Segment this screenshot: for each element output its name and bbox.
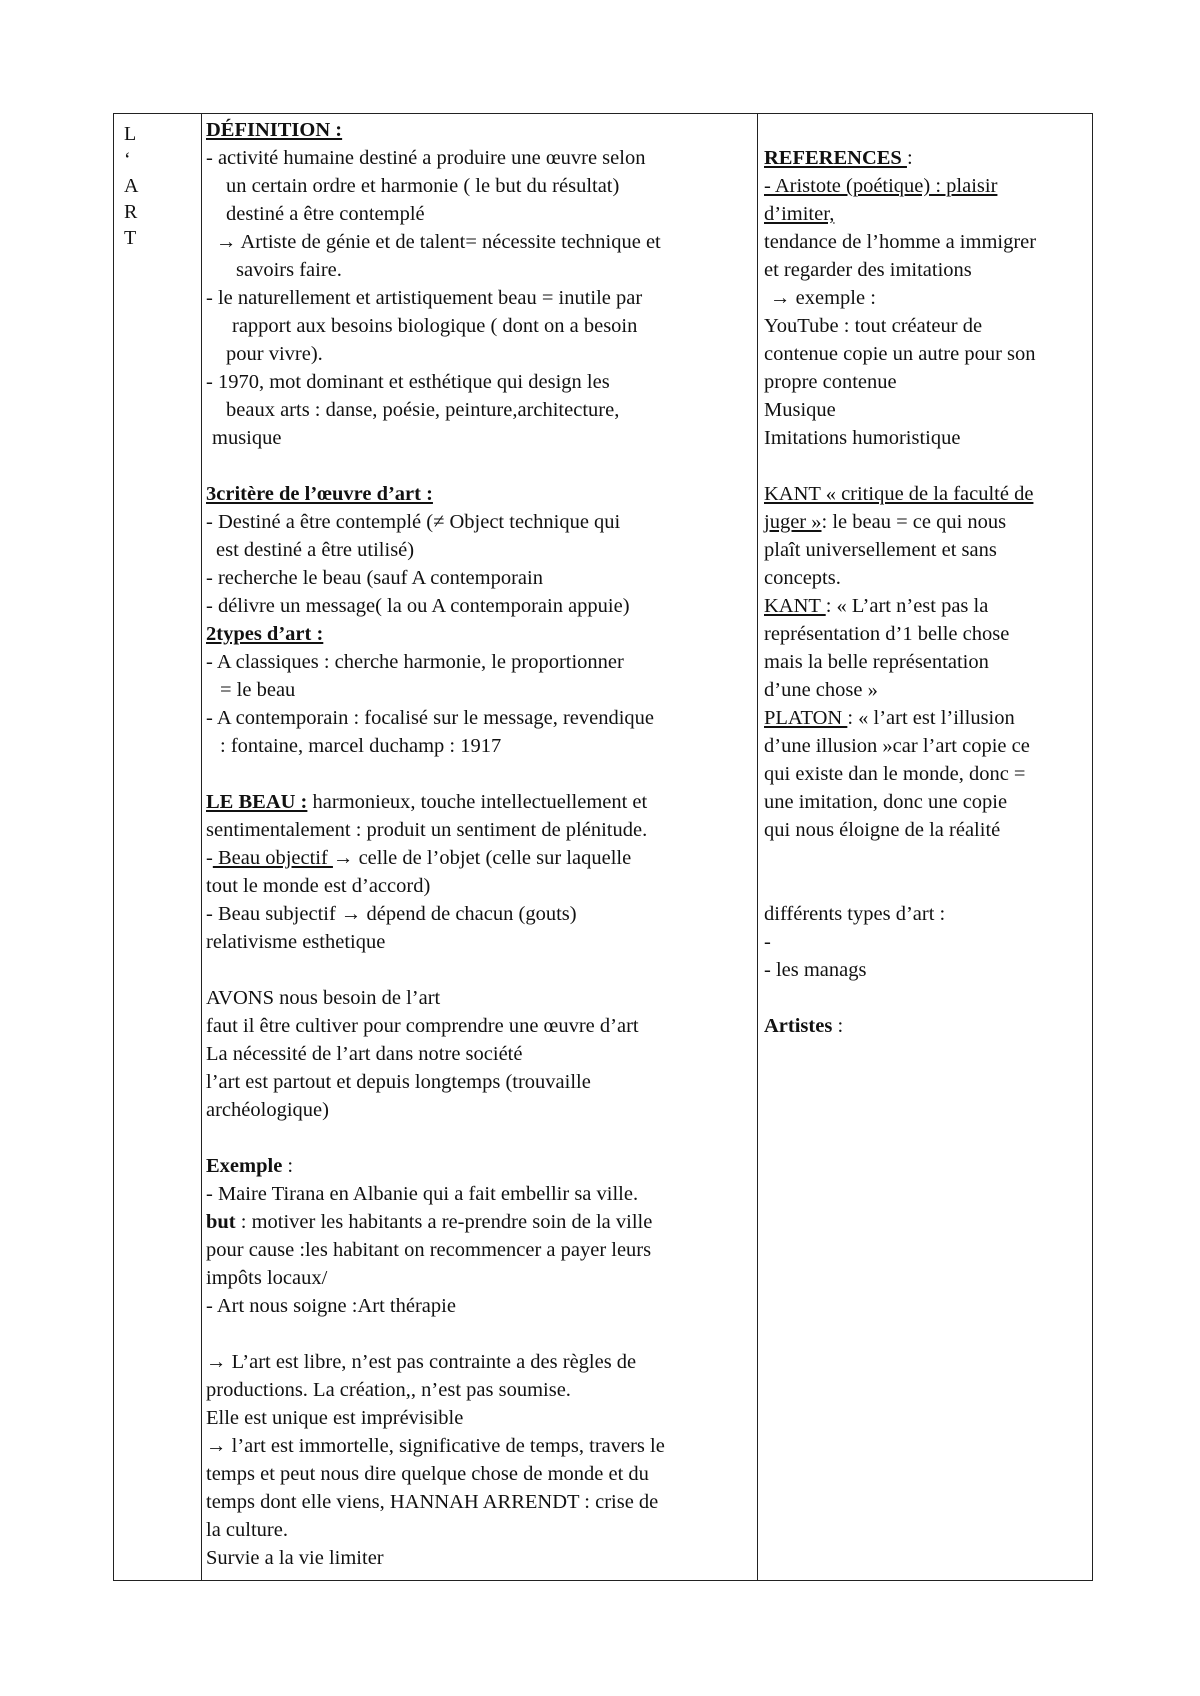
text-run: et regarder des imitations xyxy=(764,259,972,281)
reference-line xyxy=(764,900,945,928)
text-run: sentimentalement : produit un sentiment de plénitude. xyxy=(206,819,648,841)
reference-line xyxy=(764,816,1000,844)
text-run: harmonieux, touche intellectuellement et xyxy=(307,791,648,813)
text-run: d’une chose » xyxy=(764,679,878,701)
text-run: - les manags xyxy=(764,959,867,981)
text-run: pour cause :les habitant on recommencer a payer leurs xyxy=(206,1239,652,1261)
text-run: Elle est unique est imprévisible xyxy=(206,1407,464,1429)
note-line xyxy=(206,1208,652,1236)
text-run: rapport aux besoins biologique ( dont on a besoin xyxy=(232,315,638,337)
note-line xyxy=(206,1152,293,1180)
text-run: → celle de l’objet (celle sur laquelle xyxy=(332,847,632,869)
note-line xyxy=(206,1460,649,1488)
title-letter: L xyxy=(124,123,137,145)
note-line xyxy=(206,620,323,648)
note-line xyxy=(206,116,342,144)
reference-line xyxy=(764,592,988,620)
text-run: contenue copie un autre pour son xyxy=(764,343,1036,365)
note-line xyxy=(206,1096,329,1124)
note-line xyxy=(226,172,619,200)
reference-line xyxy=(764,228,1036,256)
text-run: - xyxy=(206,847,213,869)
text-run: but xyxy=(206,1211,236,1233)
note-line xyxy=(206,844,631,872)
note-line xyxy=(232,312,637,340)
note-line xyxy=(206,508,620,536)
text-run: est destiné a être utilisé) xyxy=(216,539,415,561)
reference-line xyxy=(764,172,997,200)
text-run: KANT xyxy=(764,595,826,617)
text-run: : le beau = ce qui nous xyxy=(821,511,1007,533)
note-line xyxy=(206,1516,288,1544)
text-run: archéologique) xyxy=(206,1099,329,1121)
note-line xyxy=(206,1432,665,1460)
note-line xyxy=(206,1488,658,1516)
text-run: mais la belle représentation xyxy=(764,651,989,673)
text-run: : motiver les habitants a re-prendre soin de la ville xyxy=(235,1211,653,1233)
text-run: la culture. xyxy=(206,1519,288,1541)
note-line xyxy=(206,368,610,396)
text-run: destiné a être contemplé xyxy=(226,203,425,225)
note-line xyxy=(226,396,619,424)
title-column xyxy=(114,114,202,1580)
reference-line xyxy=(764,340,1036,368)
text-run: l’art est partout et depuis longtemps (trouvaille xyxy=(206,1071,591,1093)
text-run: un certain ordre et harmonie ( le but du résultat) xyxy=(226,175,620,197)
text-run: AVONS nous besoin de l’art xyxy=(206,987,441,1009)
references-column xyxy=(758,114,1092,1580)
note-line xyxy=(206,900,577,928)
note-line xyxy=(220,732,501,760)
text-run: - Destiné a être contemplé (≠ Object technique qui xyxy=(206,511,621,533)
text-run: productions. La création,, n’est pas soumise. xyxy=(206,1379,571,1401)
text-run: PLATON xyxy=(764,707,848,729)
text-run: KANT « critique de la faculté de xyxy=(764,483,1034,505)
note-line xyxy=(220,676,295,704)
text-run: - activité humaine destiné a produire une œuvre selon xyxy=(206,147,646,169)
title-letter: A xyxy=(124,175,139,197)
note-line xyxy=(206,1236,651,1264)
text-run: juger » xyxy=(764,511,822,533)
text-run: DÉFINITION : xyxy=(206,119,343,141)
reference-line xyxy=(764,424,960,452)
note-line xyxy=(206,928,385,956)
text-run: d’imiter, xyxy=(764,203,835,225)
text-run: 2types d’art : xyxy=(206,623,324,645)
text-run: Musique xyxy=(764,399,836,421)
text-run: - Aristote (poétique) : plaisir xyxy=(764,175,998,197)
text-run: - 1970, mot dominant et esthétique qui design les xyxy=(206,371,610,393)
text-run: savoirs faire. xyxy=(236,259,342,281)
text-run: Artistes xyxy=(764,1015,833,1037)
reference-line xyxy=(764,760,1026,788)
title-letter: ‘ xyxy=(124,149,131,171)
text-run: - recherche le beau (sauf A contemporain xyxy=(206,567,543,589)
note-line xyxy=(206,984,440,1012)
reference-line xyxy=(764,144,913,172)
reference-line xyxy=(764,396,836,424)
note-line xyxy=(206,564,543,592)
text-run: qui nous éloigne de la réalité xyxy=(764,819,1001,841)
note-line xyxy=(206,1040,522,1068)
title-letter: R xyxy=(124,201,138,223)
note-line xyxy=(206,144,645,172)
text-run: une imitation, donc une copie xyxy=(764,791,1008,813)
text-run: musique xyxy=(212,427,282,449)
text-run: → L’art est libre, n’est pas contrainte a des règles de xyxy=(206,1351,637,1373)
note-line xyxy=(206,816,647,844)
reference-line xyxy=(764,508,1006,536)
text-run: → l’art est immortelle, significative de temps, travers le xyxy=(206,1435,665,1457)
note-line xyxy=(206,1404,463,1432)
note-line xyxy=(206,480,433,508)
reference-line xyxy=(764,312,982,340)
text-run: concepts. xyxy=(764,567,841,589)
text-run: = le beau xyxy=(220,679,296,701)
text-run: : « l’art est l’illusion xyxy=(847,707,1015,729)
note-line xyxy=(206,1180,638,1208)
reference-line xyxy=(764,200,834,228)
text-run: temps dont elle viens, HANNAH ARRENDT : crise de xyxy=(206,1491,659,1513)
reference-line xyxy=(764,928,771,956)
note-line xyxy=(206,1068,591,1096)
text-run: : fontaine, marcel duchamp : 1917 xyxy=(220,735,502,757)
reference-line xyxy=(764,256,972,284)
text-run: Survie a la vie limiter xyxy=(206,1547,384,1569)
document-table xyxy=(113,113,1093,1581)
note-line xyxy=(206,592,630,620)
note-line xyxy=(206,1376,571,1404)
text-run: 3critère de l’œuvre d’art : xyxy=(206,483,433,505)
reference-line xyxy=(764,536,997,564)
text-run: relativisme esthetique xyxy=(206,931,386,953)
reference-line xyxy=(764,956,866,984)
reference-line xyxy=(764,1012,843,1040)
text-run: - A classiques : cherche harmonie, le proportionner xyxy=(206,651,624,673)
main-notes-column xyxy=(202,114,758,1580)
reference-line xyxy=(764,648,989,676)
reference-line xyxy=(764,732,1030,760)
text-run: La nécessité de l’art dans notre société xyxy=(206,1043,523,1065)
note-line xyxy=(236,256,342,284)
note-line xyxy=(226,200,425,228)
reference-line xyxy=(764,704,1015,732)
note-line xyxy=(226,340,323,368)
text-run: tout le monde est d’accord) xyxy=(206,875,431,897)
text-run: - Maire Tirana en Albanie qui a fait embellir sa ville. xyxy=(206,1183,639,1205)
text-run: faut il être cultiver pour comprendre une œuvre d’art xyxy=(206,1015,639,1037)
note-line xyxy=(216,228,661,256)
reference-line xyxy=(764,788,1007,816)
note-line xyxy=(206,1544,384,1572)
note-line xyxy=(212,424,281,452)
text-run: beaux arts : danse, poésie, peinture,architecture, xyxy=(226,399,620,421)
text-run: YouTube : tout créateur de xyxy=(764,315,983,337)
note-line xyxy=(206,284,642,312)
reference-line xyxy=(770,284,876,312)
text-run: - délivre un message( la ou A contemporain appuie) xyxy=(206,595,630,617)
note-line xyxy=(206,1012,639,1040)
text-run: : xyxy=(906,147,913,169)
text-run: différents types d’art : xyxy=(764,903,946,925)
text-run: propre contenue xyxy=(764,371,897,393)
reference-line xyxy=(764,564,841,592)
text-run: : « L’art n’est pas la xyxy=(825,595,989,617)
text-run: - Beau subjectif → dépend de chacun (gouts) xyxy=(206,903,577,925)
text-run: Beau objectif xyxy=(212,847,333,869)
reference-line xyxy=(764,368,897,396)
text-run: - le naturellement et artistiquement beau = inutile par xyxy=(206,287,643,309)
reference-line xyxy=(764,676,878,704)
text-run: : xyxy=(832,1015,844,1037)
note-line xyxy=(206,1264,327,1292)
text-run: - xyxy=(764,931,771,953)
note-line xyxy=(206,788,647,816)
note-line xyxy=(206,704,654,732)
note-line xyxy=(206,648,624,676)
text-run: pour vivre). xyxy=(226,343,323,365)
text-run: temps et peut nous dire quelque chose de monde et du xyxy=(206,1463,649,1485)
text-run: : xyxy=(282,1155,294,1177)
text-run: impôts locaux/ xyxy=(206,1267,328,1289)
reference-line xyxy=(764,480,1033,508)
note-line xyxy=(216,536,414,564)
text-run: LE BEAU : xyxy=(206,791,308,813)
reference-line xyxy=(764,620,1009,648)
text-run: Imitations humoristique xyxy=(764,427,961,449)
text-run: → exemple : xyxy=(770,287,876,309)
text-run: → Artiste de génie et de talent= nécessite technique et xyxy=(216,231,661,253)
title-letter: T xyxy=(124,227,137,249)
text-run: qui existe dan le monde, donc = xyxy=(764,763,1026,785)
text-run: d’une illusion »car l’art copie ce xyxy=(764,735,1030,757)
text-run: représentation d’1 belle chose xyxy=(764,623,1010,645)
note-line xyxy=(206,872,430,900)
text-run: - Art nous soigne :Art thérapie xyxy=(206,1295,456,1317)
note-line xyxy=(206,1292,456,1320)
note-line xyxy=(206,1348,636,1376)
text-run: tendance de l’homme a immigrer xyxy=(764,231,1037,253)
text-run: Exemple xyxy=(206,1155,283,1177)
text-run: plaît universellement et sans xyxy=(764,539,997,561)
text-run: - A contemporain : focalisé sur le message, revendique xyxy=(206,707,655,729)
text-run: REFERENCES xyxy=(764,147,907,169)
